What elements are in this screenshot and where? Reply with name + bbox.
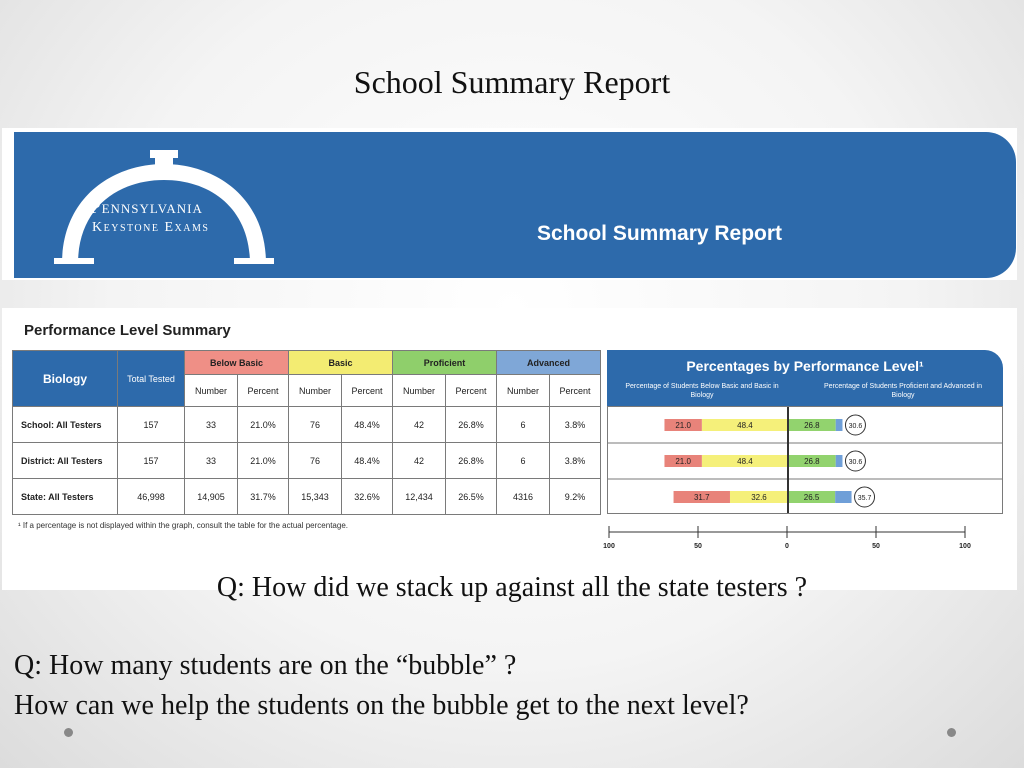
total-tested-cell: 157 (118, 407, 185, 443)
sub-header-number: Number (497, 375, 550, 407)
sub-header-percent: Percent (446, 375, 497, 407)
sub-header-number: Number (289, 375, 342, 407)
bar-advanced (836, 455, 843, 467)
performance-chart (608, 407, 1002, 513)
table-cell: 48.4% (342, 407, 393, 443)
axis-tick-label: 100 (959, 543, 971, 550)
question-bubble-line2: How can we help the students on the bubble get to the next level? (14, 690, 749, 721)
chart-left-label: Percentage of Students Below Basic and Basic in Biology (625, 383, 779, 399)
proficient-header: Proficient (393, 351, 497, 375)
table-cell: 4316 (497, 479, 550, 515)
chart-area (607, 406, 1003, 514)
table-row (13, 443, 601, 479)
total-tested-header: Total Tested (118, 351, 185, 407)
bullet-dot-right (947, 728, 956, 737)
section-title: Performance Level Summary (24, 322, 231, 339)
table-cell: 42 (393, 407, 446, 443)
subject-header: Biology (13, 351, 118, 407)
below-basic-header: Below Basic (185, 351, 289, 375)
table-cell: 42 (393, 443, 446, 479)
axis-tick-label: 0 (785, 543, 789, 550)
bar-label-basic: 48.4 (737, 457, 753, 466)
question-bubble (14, 646, 1014, 726)
axis-tick-label: 50 (694, 543, 702, 550)
sub-header-percent: Percent (238, 375, 289, 407)
bar-label-below-basic: 21.0 (675, 457, 691, 466)
chart-header (607, 350, 1003, 406)
table-cell: 14,905 (185, 479, 238, 515)
table-cell: 12,434 (393, 479, 446, 515)
performance-table (12, 350, 601, 515)
table-row (13, 479, 601, 515)
row-label: School: All Testers (13, 407, 118, 443)
row-label: State: All Testers (13, 479, 118, 515)
table-cell: 26.5% (446, 479, 497, 515)
table-cell: 6 (497, 407, 550, 443)
bar-label-basic: 48.4 (737, 421, 753, 430)
sub-header-percent: Percent (550, 375, 601, 407)
table-cell: 3.8% (550, 407, 601, 443)
table-cell: 6 (497, 443, 550, 479)
table-cell: 33 (185, 407, 238, 443)
axis-tick-label: 50 (872, 543, 880, 550)
chart-title: Percentages by Performance Level¹ (686, 358, 924, 374)
table-cell: 32.6% (342, 479, 393, 515)
table-cell: 33 (185, 443, 238, 479)
bar-label-proficient: 26.8 (804, 457, 820, 466)
bar-advanced (835, 491, 851, 503)
bullet-dot-left (64, 728, 73, 737)
table-cell: 26.8% (446, 443, 497, 479)
chart-axis (595, 518, 985, 558)
table-row (13, 407, 601, 443)
bar-label-below-basic: 21.0 (675, 421, 691, 430)
table-cell: 31.7% (238, 479, 289, 515)
table-cell: 26.8% (446, 407, 497, 443)
logo-text-keystone-exams: Keystone Exams (92, 220, 210, 235)
table-cell: 21.0% (238, 407, 289, 443)
chart-right-label: Percentage of Students Proficient and Advanced in Biology (824, 383, 982, 399)
bubble-total-label: 30.6 (848, 423, 863, 430)
axis-tick-label: 100 (603, 543, 615, 550)
bubble-total-label: 30.6 (848, 459, 863, 466)
table-cell: 15,343 (289, 479, 342, 515)
logo-text-pennsylvania: Pennsylvania (90, 197, 203, 218)
table-cell: 21.0% (238, 443, 289, 479)
slide-title: School Summary Report (353, 64, 671, 100)
bar-label-basic: 32.6 (751, 493, 767, 502)
table-cell: 76 (289, 407, 342, 443)
table-cell: 9.2% (550, 479, 601, 515)
basic-header: Basic (289, 351, 393, 375)
table-cell: 3.8% (550, 443, 601, 479)
banner-title: School Summary Report (537, 222, 783, 245)
sub-header-number: Number (185, 375, 238, 407)
advanced-header: Advanced (497, 351, 601, 375)
sub-header-number: Number (393, 375, 446, 407)
table-cell: 76 (289, 443, 342, 479)
total-tested-cell: 157 (118, 443, 185, 479)
question-bubble-line1: Q: How many students are on the “bubble” ? (14, 650, 517, 681)
bubble-total-label: 35.7 (857, 495, 872, 502)
footnote: ¹ If a percentage is not displayed within the graph, consult the table for the actual percentage. (18, 521, 348, 530)
bar-label-proficient: 26.5 (803, 493, 820, 502)
table-cell: 48.4% (342, 443, 393, 479)
total-tested-cell: 46,998 (118, 479, 185, 515)
bar-advanced (836, 419, 843, 431)
sub-header-percent: Percent (342, 375, 393, 407)
bar-label-below-basic: 31.7 (693, 493, 710, 502)
question-state-comparison: Q: How did we stack up against all the state testers ? (216, 572, 808, 603)
row-label: District: All Testers (13, 443, 118, 479)
bar-label-proficient: 26.8 (804, 421, 820, 430)
